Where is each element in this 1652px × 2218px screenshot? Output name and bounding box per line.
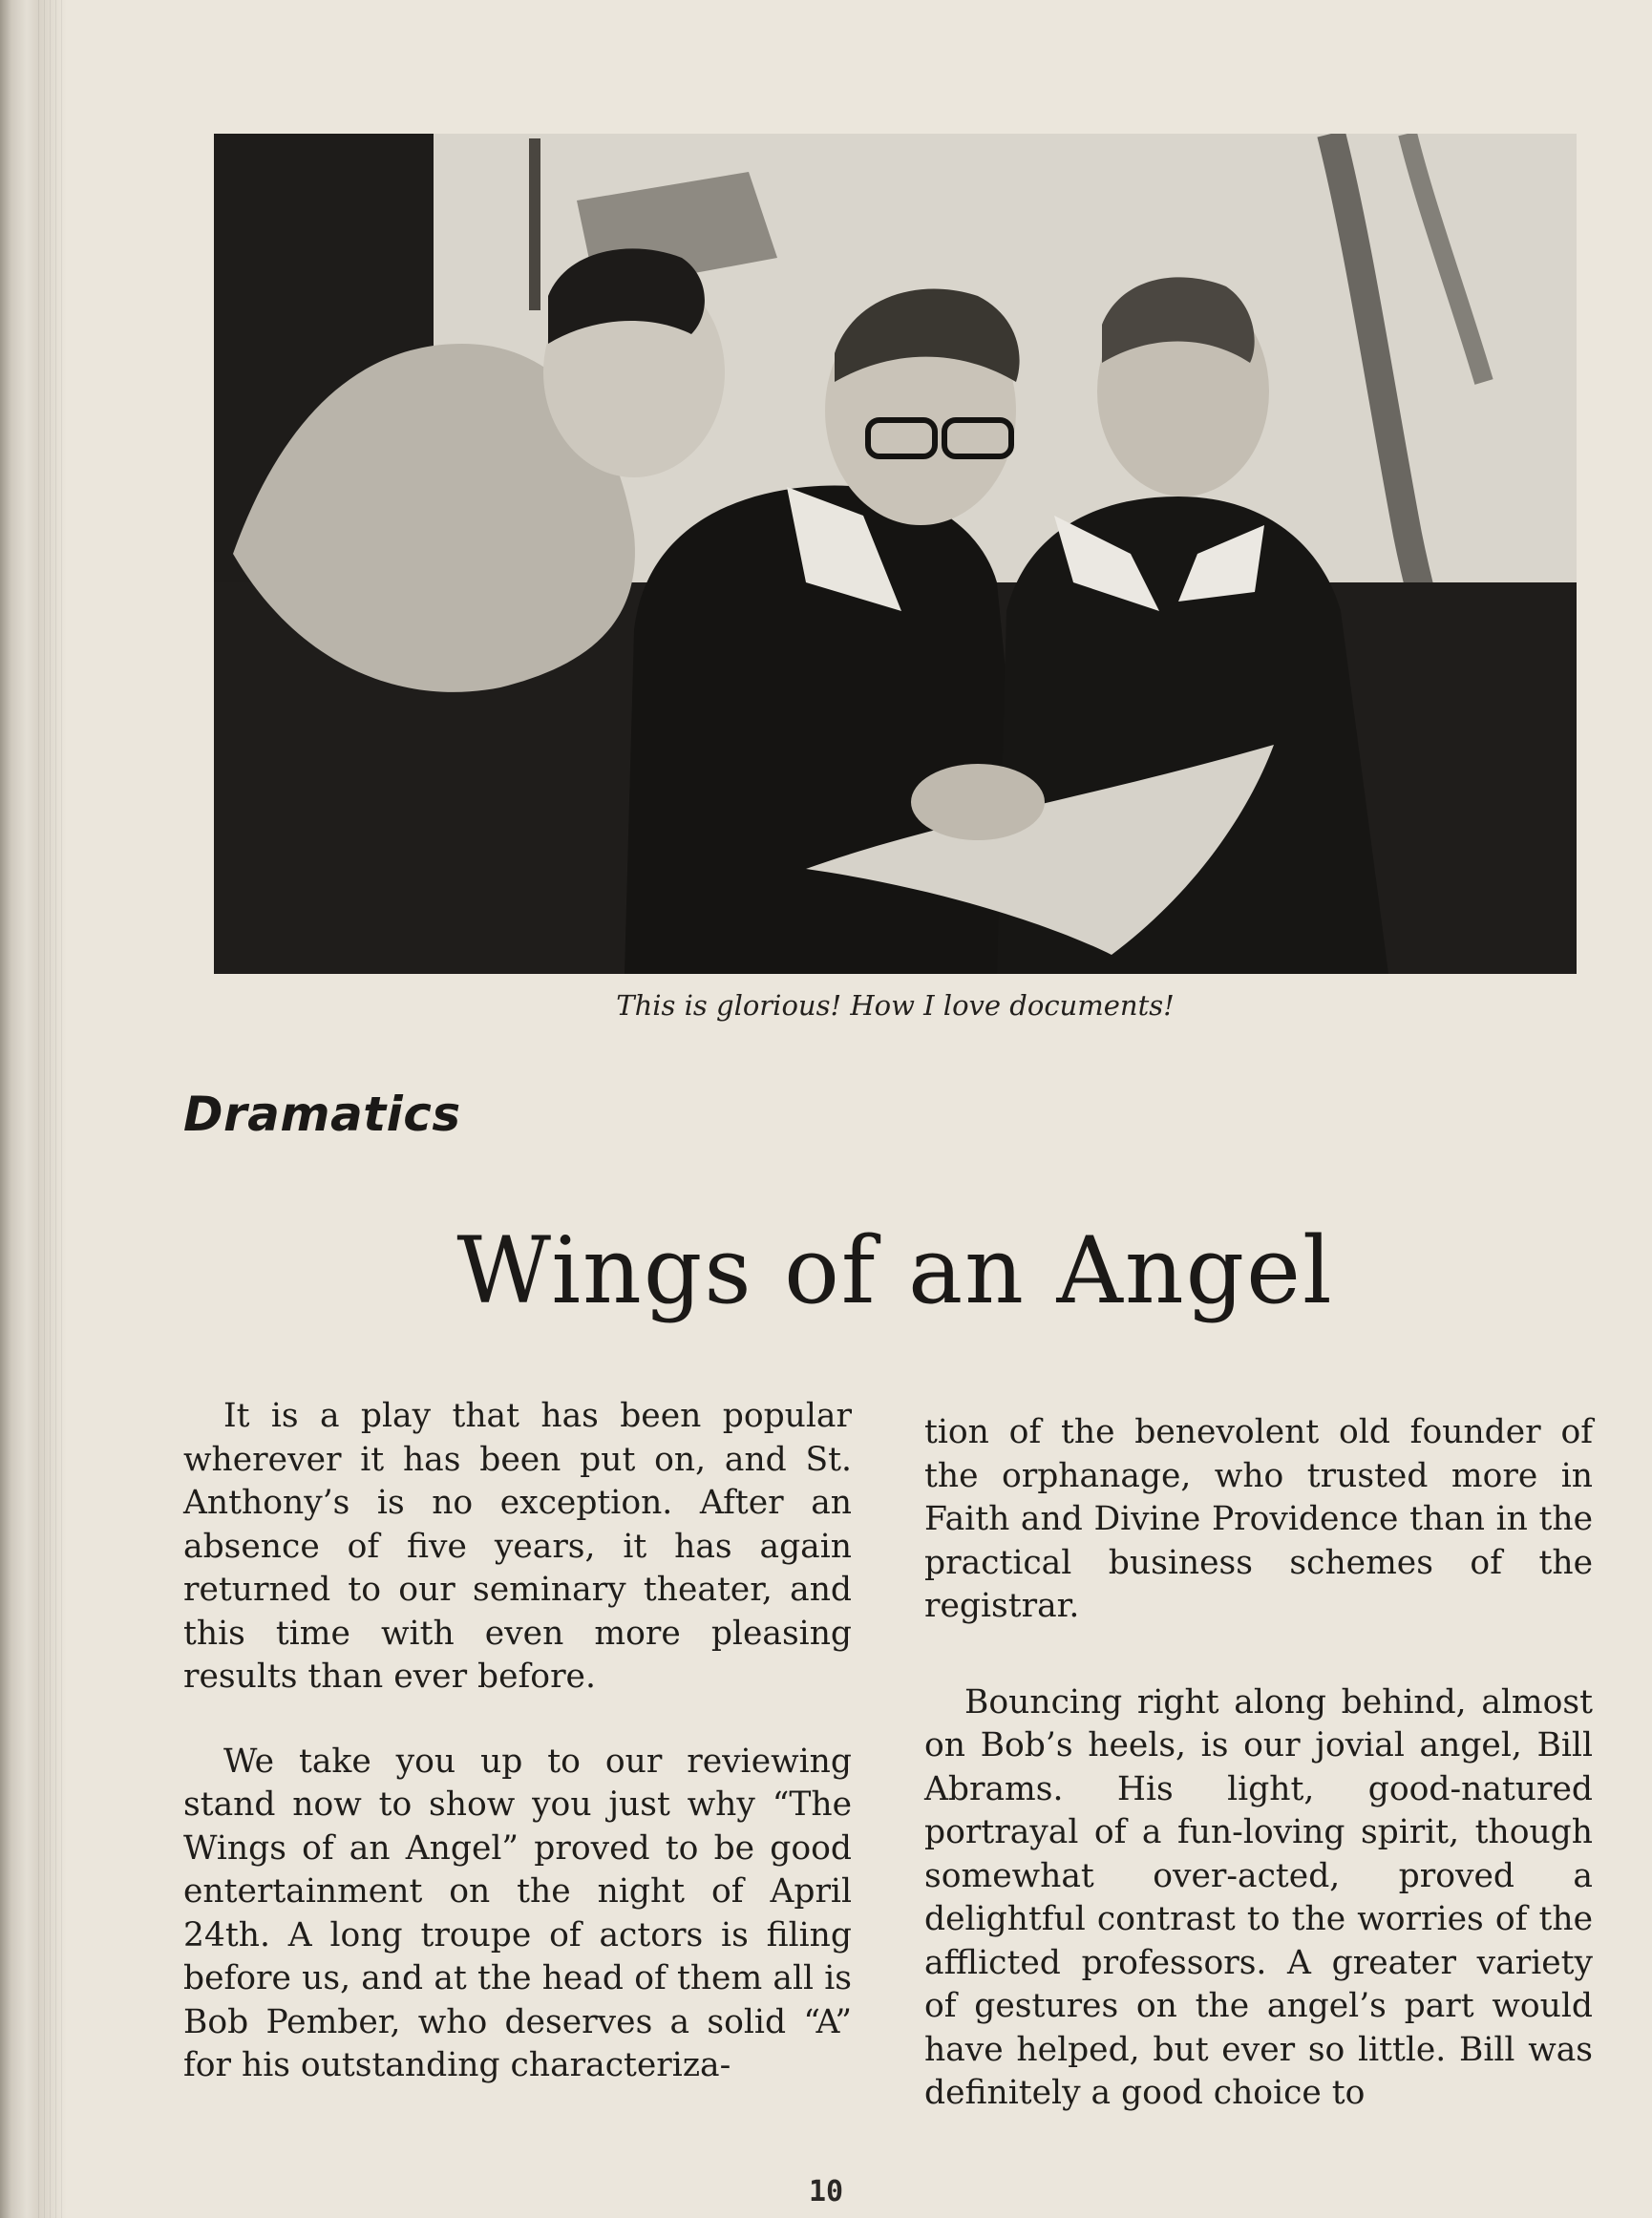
article-title: Wings of an Angel [456,1217,1334,1324]
page-edge-lines [38,0,67,2218]
article-column-right [924,1411,1593,2116]
article-column-left [183,1395,852,2088]
section-label: Dramatics [183,1087,461,1142]
paragraph: tion of the benevolent old founder of the orphanage, who trusted more in Faith and Divine Providence than in the practical business schemes of the registrar. [924,1413,1593,1625]
photo-three-actors [214,134,1577,974]
photo-caption: This is glorious! How I love documents! [616,989,1175,1022]
paragraph: Bouncing right along behind, almost on Bob’s heels, is our jovial angel, Bill Abrams. His light, good-natured portrayal of a fun-loving spirit, though somewhat over-acted, proved a delightful contrast to the worries of the afflicted professors. A greater variety of gestures on the angel’s part would have helped, but ever so little. Bill was definitely a good choice to [924,1682,1593,2112]
paragraph: We take you up to our reviewing stand now to show you just why “The Wings of an Angel” proved to be good entertainment on the night of April 24th. A long troupe of actors is filing before us, and at the head of them all is Bob Pember, who deserves a solid “A” for his outstanding characteriza- [183,1742,852,2084]
page-number: 10 [808,2175,844,2208]
paragraph: It is a play that has been popular wherever it has been put on, and St. Anthony’s is no exception. After an absence of five years, it has again returned to our seminary theater, and this time with even more pleasing results than ever before. [183,1397,852,1696]
